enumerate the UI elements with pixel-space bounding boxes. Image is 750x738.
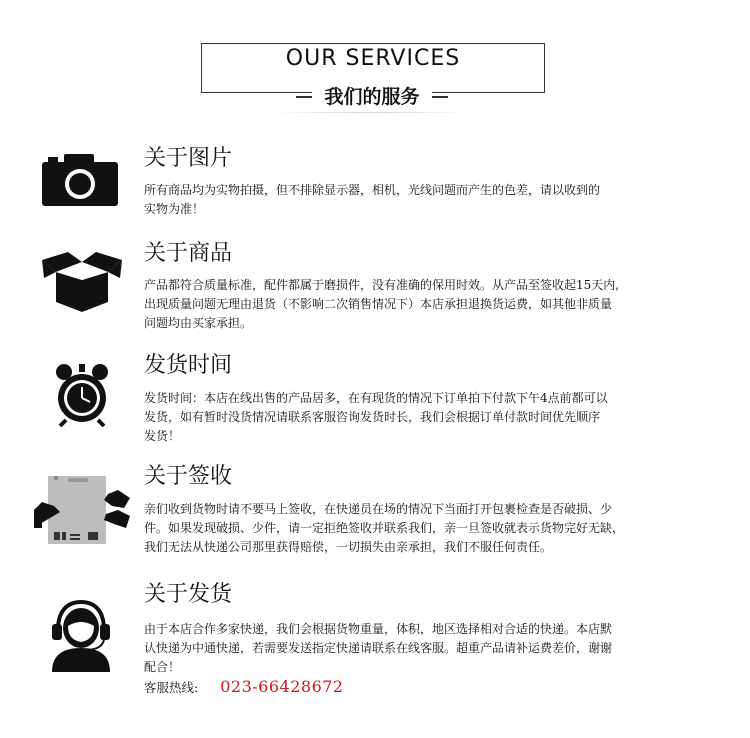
body-line: 认快递为中通快递，若需要发送指定快递请联系在线客服。超重产品请补运费差价，谢谢 (144, 641, 613, 655)
body-line: 问题均由买家承担。 (144, 316, 253, 330)
section-body-receiving (144, 500, 704, 557)
section-title-products: 关于商品 (144, 241, 233, 266)
body-line: 由于本店合作多家快递，我们会根据货物重量，体积，地区选择相对合适的快递。本店默 (144, 622, 613, 636)
body-line: 件。如果发现破损、少件，请一定拒绝签收并联系我们，亲一旦签收就表示货物完好无缺， (144, 521, 625, 535)
body-line: 发货！ (144, 429, 181, 443)
body-line: 产品都符合质量标准，配件都属于磨损件，没有准确的保用时效。从产品至签收起15天内, (144, 278, 620, 292)
hotline-phone[interactable]: 023-66428672 (220, 677, 344, 696)
body-line: 亲们收到货物时请不要马上签收，在快递员在场的情况下当面打开包裹检查是否破损、少 (144, 502, 613, 516)
alarm-clock-icon (54, 362, 110, 432)
body-line: 所有商品均为实物拍摄，但不排除显示器，相机，光线问题而产生的色差，请以收到的 (144, 183, 601, 197)
package-handover-icon (34, 472, 130, 552)
header-dash-right (432, 96, 448, 98)
open-box-icon (40, 248, 124, 318)
body-line: 发货时间：本店在线出售的产品居多，在有现货的情况下订单拍下付款下午4点前都可以 (144, 391, 608, 405)
hotline-label: 客服热线: (144, 680, 199, 695)
header-dash-left (296, 96, 312, 98)
section-title-pictures: 关于图片 (144, 146, 233, 171)
camera-icon (40, 152, 122, 212)
body-line: 出现质量问题无理由退货（不影响二次销售情况下）本店承担退换货运费，如其他非质量 (144, 297, 613, 311)
section-title-delivery: 关于发货 (144, 582, 233, 607)
header-title-zh: 我们的服务 (324, 86, 420, 108)
body-line: 我们无法从快递公司那里获得赔偿，一切损失由亲承担，我们不服任何责任。 (144, 540, 553, 554)
header-title-en: OUR SERVICES (285, 46, 461, 71)
body-line: 配合！ (144, 660, 181, 674)
hotline (144, 677, 344, 696)
section-title-shipping-time: 发货时间 (144, 353, 233, 378)
body-line: 发货，如有暂时没货情况请联系客服咨询发货时长，我们会根据订单付款时间优先顺序 (144, 410, 601, 424)
section-body-delivery (144, 620, 704, 677)
section-body-pictures (144, 181, 704, 219)
header-title-zh-wrap (312, 82, 432, 112)
body-line: 实物为准！ (144, 202, 205, 216)
section-body-products (144, 276, 704, 333)
section-title-receiving: 关于签收 (144, 464, 233, 489)
header-divider (270, 112, 470, 113)
headset-agent-icon (46, 600, 116, 676)
section-body-shipping-time (144, 389, 704, 446)
